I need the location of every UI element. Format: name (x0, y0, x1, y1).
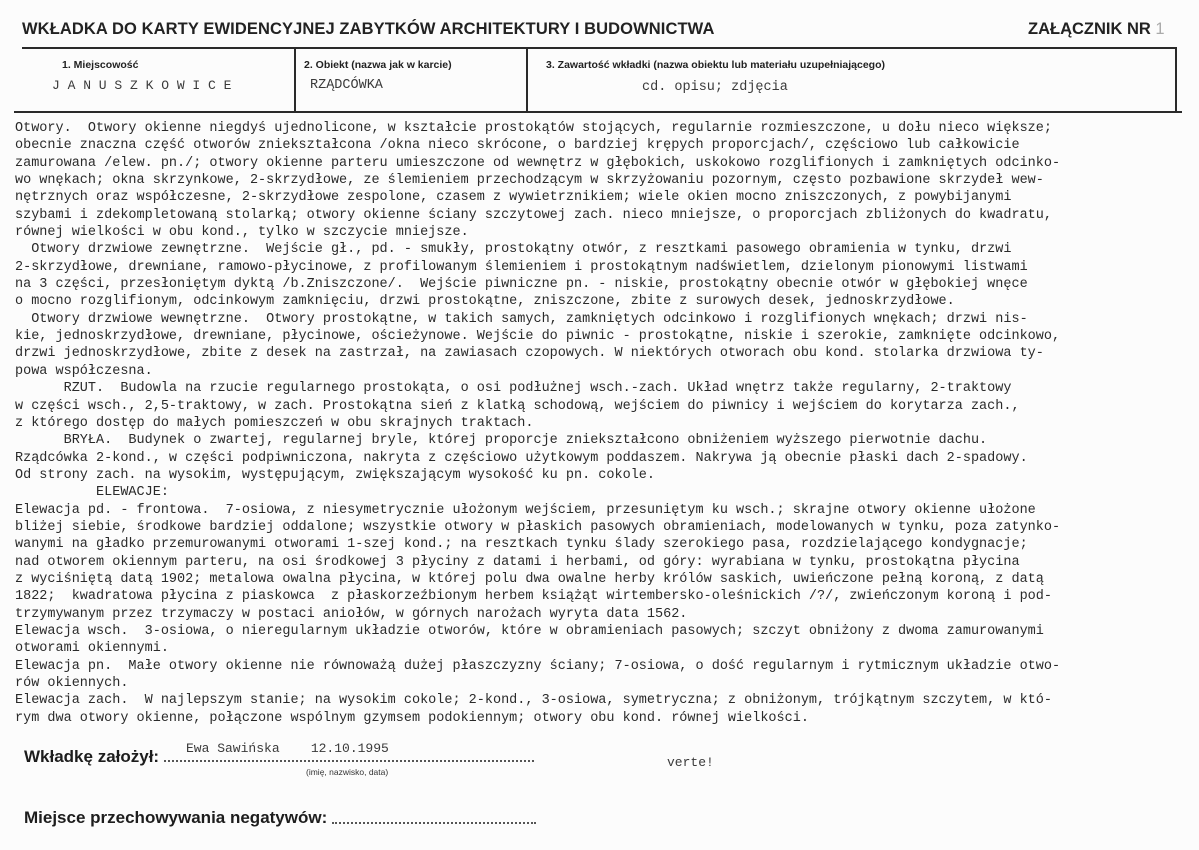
body-line: Elewacja pd. - frontowa. 7-osiowa, z niesymetrycznie ułożonym wejściem, przesuniętym ku wsch.; skrajne otwory okienne ułożone (15, 502, 1036, 518)
body-line: zamurowana /elew. pn./; otwory okienne parteru umieszczone od wewnętrz w głębokich, uskokowo rozglifionych i zamkniętych odcinko- (15, 155, 1061, 171)
created-by-label: Wkładkę założył: (24, 747, 160, 766)
body-line: obecnie znaczna część otworów zniekształcona /okna nieco skrócone, o bardziej krępych proporcjach/, częściowo lub całkowicie (15, 138, 1020, 154)
negatives-dotted-line (332, 822, 536, 824)
body-line: RZUT. Budowla na rzucie regularnego prostokąta, o osi podłużnej wsch.-zach. Układ wnętrz także regularny, 2-traktowy (15, 381, 1012, 397)
description-text (15, 120, 1185, 727)
body-line: Otwory drzwiowe wewnętrzne. Otwory prostokątne, w takich samych, zamkniętych odcinkowo i rozglifionych wnękach; drzwi nis- (15, 311, 1028, 327)
form-title: WKŁADKA DO KARTY EWIDENCYJNEJ ZABYTKÓW ARCHITEKTURY I BUDOWNICTWA (22, 20, 715, 38)
field-divider-2 (526, 47, 528, 112)
body-line: trzymywanym przez trzymaczy w postaci aniołów, w górnych narożach wyryta data 1562. (15, 606, 688, 622)
locality-label: 1. Miejscowość (62, 59, 139, 71)
annex-number-value: 1 (1155, 20, 1165, 38)
body-line: Elewacja zach. W najlepszym stanie; na wysokim cokole; 2-kond., 3-osiowa, symetryczna; z obniżonym, trójkątnym szczytem, w któ- (15, 693, 1052, 709)
annex-label: ZAŁĄCZNIK NR (1028, 20, 1151, 38)
body-line: 1822; kwadratowa płycina z piaskowca z płaskorzeźbionym herbem książąt wirtembersko-oleśnickich /?/, zwieńczonym koroną i pod- (15, 589, 1052, 605)
contents-label: 3. Zawartość wkładki (nazwa obiektu lub materiału uzupełniającego) (546, 59, 885, 71)
annex-number (1028, 20, 1165, 39)
top-rule (22, 47, 1177, 49)
body-line: z którego dostęp do małych pomieszczeń w obu skrajnych traktach. (15, 415, 534, 431)
negatives-label: Miejsce przechowywania negatywów: (24, 808, 328, 827)
body-line: drzwi jednoskrzydłowe, zbite z desek na zastrzał, na zawiasach czopowych. W niektórych otworach obu kond. stolarka drzwiowa ty- (15, 346, 1044, 362)
field-divider-right (1175, 47, 1177, 112)
body-line: Otwory. Otwory okienne niegdyś ujednolicone, w kształcie prostokątów stojących, regularnie rozmieszczone, u dołu nieco większe; (15, 121, 1052, 136)
body-line: Rządcówka 2-kond., w części podpiwniczona, nakryta z częściowo użytkowym poddaszem. Nakrywa ją obecnie płaski dach 2-spadowy. (15, 450, 1028, 466)
body-line: nętrznych oraz współczesne, 2-skrzydłowe zespolone, czasem z wywietrznikiem; wiele okien mocno zniszczonych, z powybijanymi (15, 190, 1012, 206)
body-line: powa współczesna. (15, 363, 153, 379)
body-line: Elewacja wsch. 3-osiowa, o nieregularnym układzie otworów, które w obramieniach pasowych; szczyt obniżony z dwoma zamurowanymi (15, 623, 1044, 639)
contents-value: cd. opisu; zdjęcia (642, 80, 788, 95)
body-line: o mocno rozglifionym, odcinkowym zamknięciu, drzwi prostokątne, zniszczone, zbite z surowych desek, jednoskrzydłowe. (15, 294, 955, 310)
body-line: rów okiennych. (15, 676, 129, 691)
created-by-dotted-line (164, 760, 534, 762)
body-line: bliżej siebie, środkowe bardziej oddalone; wszystkie otwory w płaskich pasowych obramieniach, modelowanych w tynku, poza zatynko- (15, 519, 1061, 535)
body-line: Elewacja pn. Małe otwory okienne nie równoważą dużej płaszczyzny ściany; 7-osiowa, o dość regularnym i rytmicznym układzie otwo- (15, 658, 1061, 674)
body-line: Od strony zach. na wysokim, występującym, zwiększającym wysokość ku pn. cokole. (15, 467, 656, 483)
body-line: wo wnękach; okna skrzynkowe, 2-skrzydłowe, ze ślemieniem przechodzącym w skrzyżowaniu pozornym, często pozbawione skrzydeł wew- (15, 173, 1044, 189)
body-line: rym dwa otwory okienne, połączone wspólnym gzymsem podokiennym; otwory obu kond. równej wielkości. (15, 710, 809, 726)
body-line: BRYŁA. Budynek o zwartej, regularnej bryle, której proporcje zniekształcono obniżeniem wyższego pierwotnie dachu. (15, 433, 988, 449)
object-label: 2. Obiekt (nazwa jak w karcie) (304, 59, 452, 71)
body-line: szybami i zdekompletowaną stolarką; otwory okienne ściany szczytowej zach. nieco mniejsze, o proporcjach zbliżonych do kwadratu, (15, 207, 1052, 223)
verte-note: verte! (667, 755, 714, 770)
body-line: równej wielkości w obu kond., tylko w szczycie mniejsze. (15, 225, 469, 241)
created-by-caption: (imię, nazwisko, data) (306, 767, 389, 777)
body-line: na 3 części, przesłoniętym dyktą /b.Zniszczone/. Wejście piwniczne pn. - niskie, prostokątny obecnie otwór w głębokiej wnęce (15, 277, 1028, 293)
body-line: Otwory drzwiowe zewnętrzne. Wejście gł., pd. - smukły, prostokątny otwór, z resztkami pasowego obramienia w tynku, drzwi (15, 242, 1012, 258)
fields-bottom-rule (14, 111, 1182, 113)
field-divider-1 (294, 47, 296, 112)
locality-value: J A N U S Z K O W I C E (52, 78, 232, 93)
body-line: w części wsch., 2,5-traktowy, w zach. Prostokątna sień z klatką schodową, wejściem do piwnicy i wejściem do korytarza zach., (15, 398, 1020, 414)
body-line: ELEWACJE: (15, 485, 169, 501)
body-line: 2-skrzydłowe, drewniane, ramowo-płycinowe, z profilowanym ślemieniem i prostokątnym nadświetlem, dzielonym pionowymi listwami (15, 259, 1028, 275)
body-line: wanymi na gładko przemurowanymi otworami 1-szej kond.; na resztkach tynku ślady szerokiego pasa, rozdzielającego kondygnacje; (15, 537, 1028, 553)
body-line: z wyciśniętą datą 1902; metalowa owalna płycina, w której polu dwa owalne herby królów saskich, uwieńczone pełną koroną, z datą (15, 571, 1044, 587)
object-value: RZĄDCÓWKA (310, 78, 383, 93)
created-by-value: Ewa Sawińska 12.10.1995 (186, 741, 389, 756)
body-line: nad otworem okiennym parteru, na osi środkowej 3 płyciny z datami i herbami, od góry: wyrabiana w tynku, prostokątna płycina (15, 554, 1020, 570)
body-line: otworami okiennymi. (15, 641, 169, 657)
body-line: kie, jednoskrzydłowe, drewniane, płycinowe, ościeżynowe. Wejście do piwnic - prostokątne, niskie i szerokie, zamknięte odcinkowo, (15, 329, 1061, 345)
